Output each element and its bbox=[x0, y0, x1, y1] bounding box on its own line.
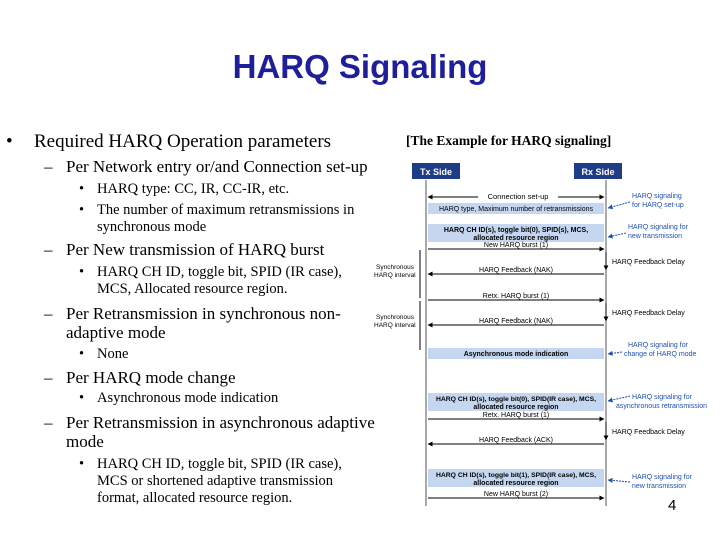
dot-marker: • bbox=[79, 202, 85, 218]
item-new-tx-line1: HARQ CH ID, toggle bit, SPID (IR case), bbox=[97, 264, 342, 280]
dash-marker: – bbox=[44, 157, 53, 176]
feedback-delay-2-label: HARQ Feedback Delay bbox=[612, 310, 685, 317]
signaling-box-2-line2: allocated resource region bbox=[473, 404, 559, 411]
dot-marker: • bbox=[79, 264, 85, 280]
retx-2-label: Retx. HARQ burst (1) bbox=[482, 412, 550, 419]
signaling-box-1-line2: allocated resource region bbox=[473, 235, 559, 242]
new-tx-note-2a: HARQ signaling for bbox=[632, 474, 692, 481]
new-tx-note-1a: HARQ signaling for bbox=[628, 224, 688, 231]
sub-sync-retx-line1: Per Retransmission in synchronous non- bbox=[66, 304, 341, 323]
nak-2-label: HARQ Feedback (NAK) bbox=[479, 318, 553, 325]
sub-sync-retx-line2: adaptive mode bbox=[66, 323, 166, 342]
signaling-box-3-line1: HARQ CH ID(s), toggle bit(1), SPID(IR case), MCS, bbox=[435, 472, 597, 479]
mode-change-note-1: HARQ signaling for bbox=[628, 342, 688, 349]
dot-marker: • bbox=[79, 456, 85, 472]
new-tx-note-2b: new transmission bbox=[632, 483, 687, 490]
item-async-params-line1: HARQ CH ID, toggle bit, SPID (IR case), bbox=[97, 456, 342, 472]
dash-marker: – bbox=[44, 240, 53, 259]
dot-marker: • bbox=[79, 181, 85, 197]
dash-marker: – bbox=[44, 368, 53, 387]
async-mode-box-label: Asynchronous mode indication bbox=[463, 351, 569, 358]
sync-interval-2b: HARQ interval bbox=[374, 322, 416, 329]
dash-marker: – bbox=[44, 304, 53, 323]
slide-title: HARQ Signaling bbox=[232, 48, 488, 85]
new-burst-2-label: New HARQ burst (2) bbox=[483, 491, 549, 498]
signaling-box-1-line1: HARQ CH ID(s), toggle bit(0), SPID(s), MCS, bbox=[443, 227, 589, 234]
nak-1-label: HARQ Feedback (NAK) bbox=[479, 267, 553, 274]
sub-async-retx-line1: Per Retransmission in asynchronous adaptive bbox=[66, 413, 375, 432]
rx-side-label: Rx Side bbox=[581, 167, 615, 177]
harq-type-box-label: HARQ type, Maximum number of retransmissions bbox=[438, 206, 594, 213]
dot-marker: • bbox=[79, 346, 85, 362]
mode-change-note-2: change of HARQ mode bbox=[624, 351, 697, 358]
feedback-delay-1-label: HARQ Feedback Delay bbox=[612, 259, 685, 266]
tx-side-label: Tx Side bbox=[419, 167, 453, 177]
setup-note-pointer bbox=[608, 202, 630, 208]
sub-network-entry: Per Network entry or/and Connection set-up bbox=[66, 157, 368, 176]
diagram-caption: [The Example for HARQ signaling] bbox=[406, 133, 612, 148]
sub-mode-change: Per HARQ mode change bbox=[66, 368, 236, 387]
sub-async-retx-line2: mode bbox=[66, 432, 104, 451]
bullet-marker: • bbox=[6, 131, 13, 152]
new-tx-note-1b: new transmission bbox=[628, 233, 683, 240]
item-async-params-line2: MCS or shortened adaptive transmission bbox=[97, 473, 334, 489]
item-none: None bbox=[97, 346, 129, 362]
sub-new-transmission: Per New transmission of HARQ burst bbox=[66, 240, 325, 259]
new-tx-note-2-pointer bbox=[608, 480, 630, 482]
sync-interval-1b: HARQ interval bbox=[374, 272, 416, 279]
page-number: 4 bbox=[668, 497, 677, 514]
sync-interval-2a: Synchronous bbox=[376, 314, 414, 321]
async-retx-note-2: asynchronous retransmission bbox=[616, 403, 708, 410]
new-tx-note-1-pointer bbox=[608, 233, 626, 237]
item-max-retx-line1: The number of maximum retransmissions in bbox=[97, 202, 355, 218]
ack-1-label: HARQ Feedback (ACK) bbox=[479, 437, 553, 444]
sync-interval-1a: Synchronous bbox=[376, 264, 414, 271]
signaling-box-2-line1: HARQ CH ID(s), toggle bit(0), SPID(IR case), MCS, bbox=[435, 396, 597, 403]
harq-setup-note-2: for HARQ set-up bbox=[632, 202, 684, 209]
item-harq-type: HARQ type: CC, IR, CC-IR, etc. bbox=[97, 181, 290, 197]
item-new-tx-line2: MCS, Allocated resource region. bbox=[97, 281, 288, 297]
item-async-params-line3: format, allocated resource region. bbox=[97, 490, 293, 506]
conn-setup-label: Connection set-up bbox=[487, 192, 549, 201]
async-retx-note-pointer bbox=[608, 396, 630, 401]
signaling-box-3-line2: allocated resource region bbox=[473, 480, 559, 487]
item-async-indication: Asynchronous mode indication bbox=[97, 390, 279, 406]
mode-change-note-pointer bbox=[608, 352, 622, 354]
retx-1-label: Retx. HARQ burst (1) bbox=[482, 293, 550, 300]
async-retx-note-1: HARQ signaling for bbox=[632, 394, 692, 401]
new-burst-1-label: New HARQ burst (1) bbox=[483, 242, 549, 249]
harq-setup-note-1: HARQ signaling bbox=[632, 193, 682, 200]
bullet-required-params: Required HARQ Operation parameters bbox=[34, 131, 332, 152]
dot-marker: • bbox=[79, 390, 85, 406]
item-max-retx-line2: synchronous mode bbox=[97, 219, 207, 235]
feedback-delay-3-label: HARQ Feedback Delay bbox=[612, 429, 685, 436]
dash-marker: – bbox=[44, 413, 53, 432]
